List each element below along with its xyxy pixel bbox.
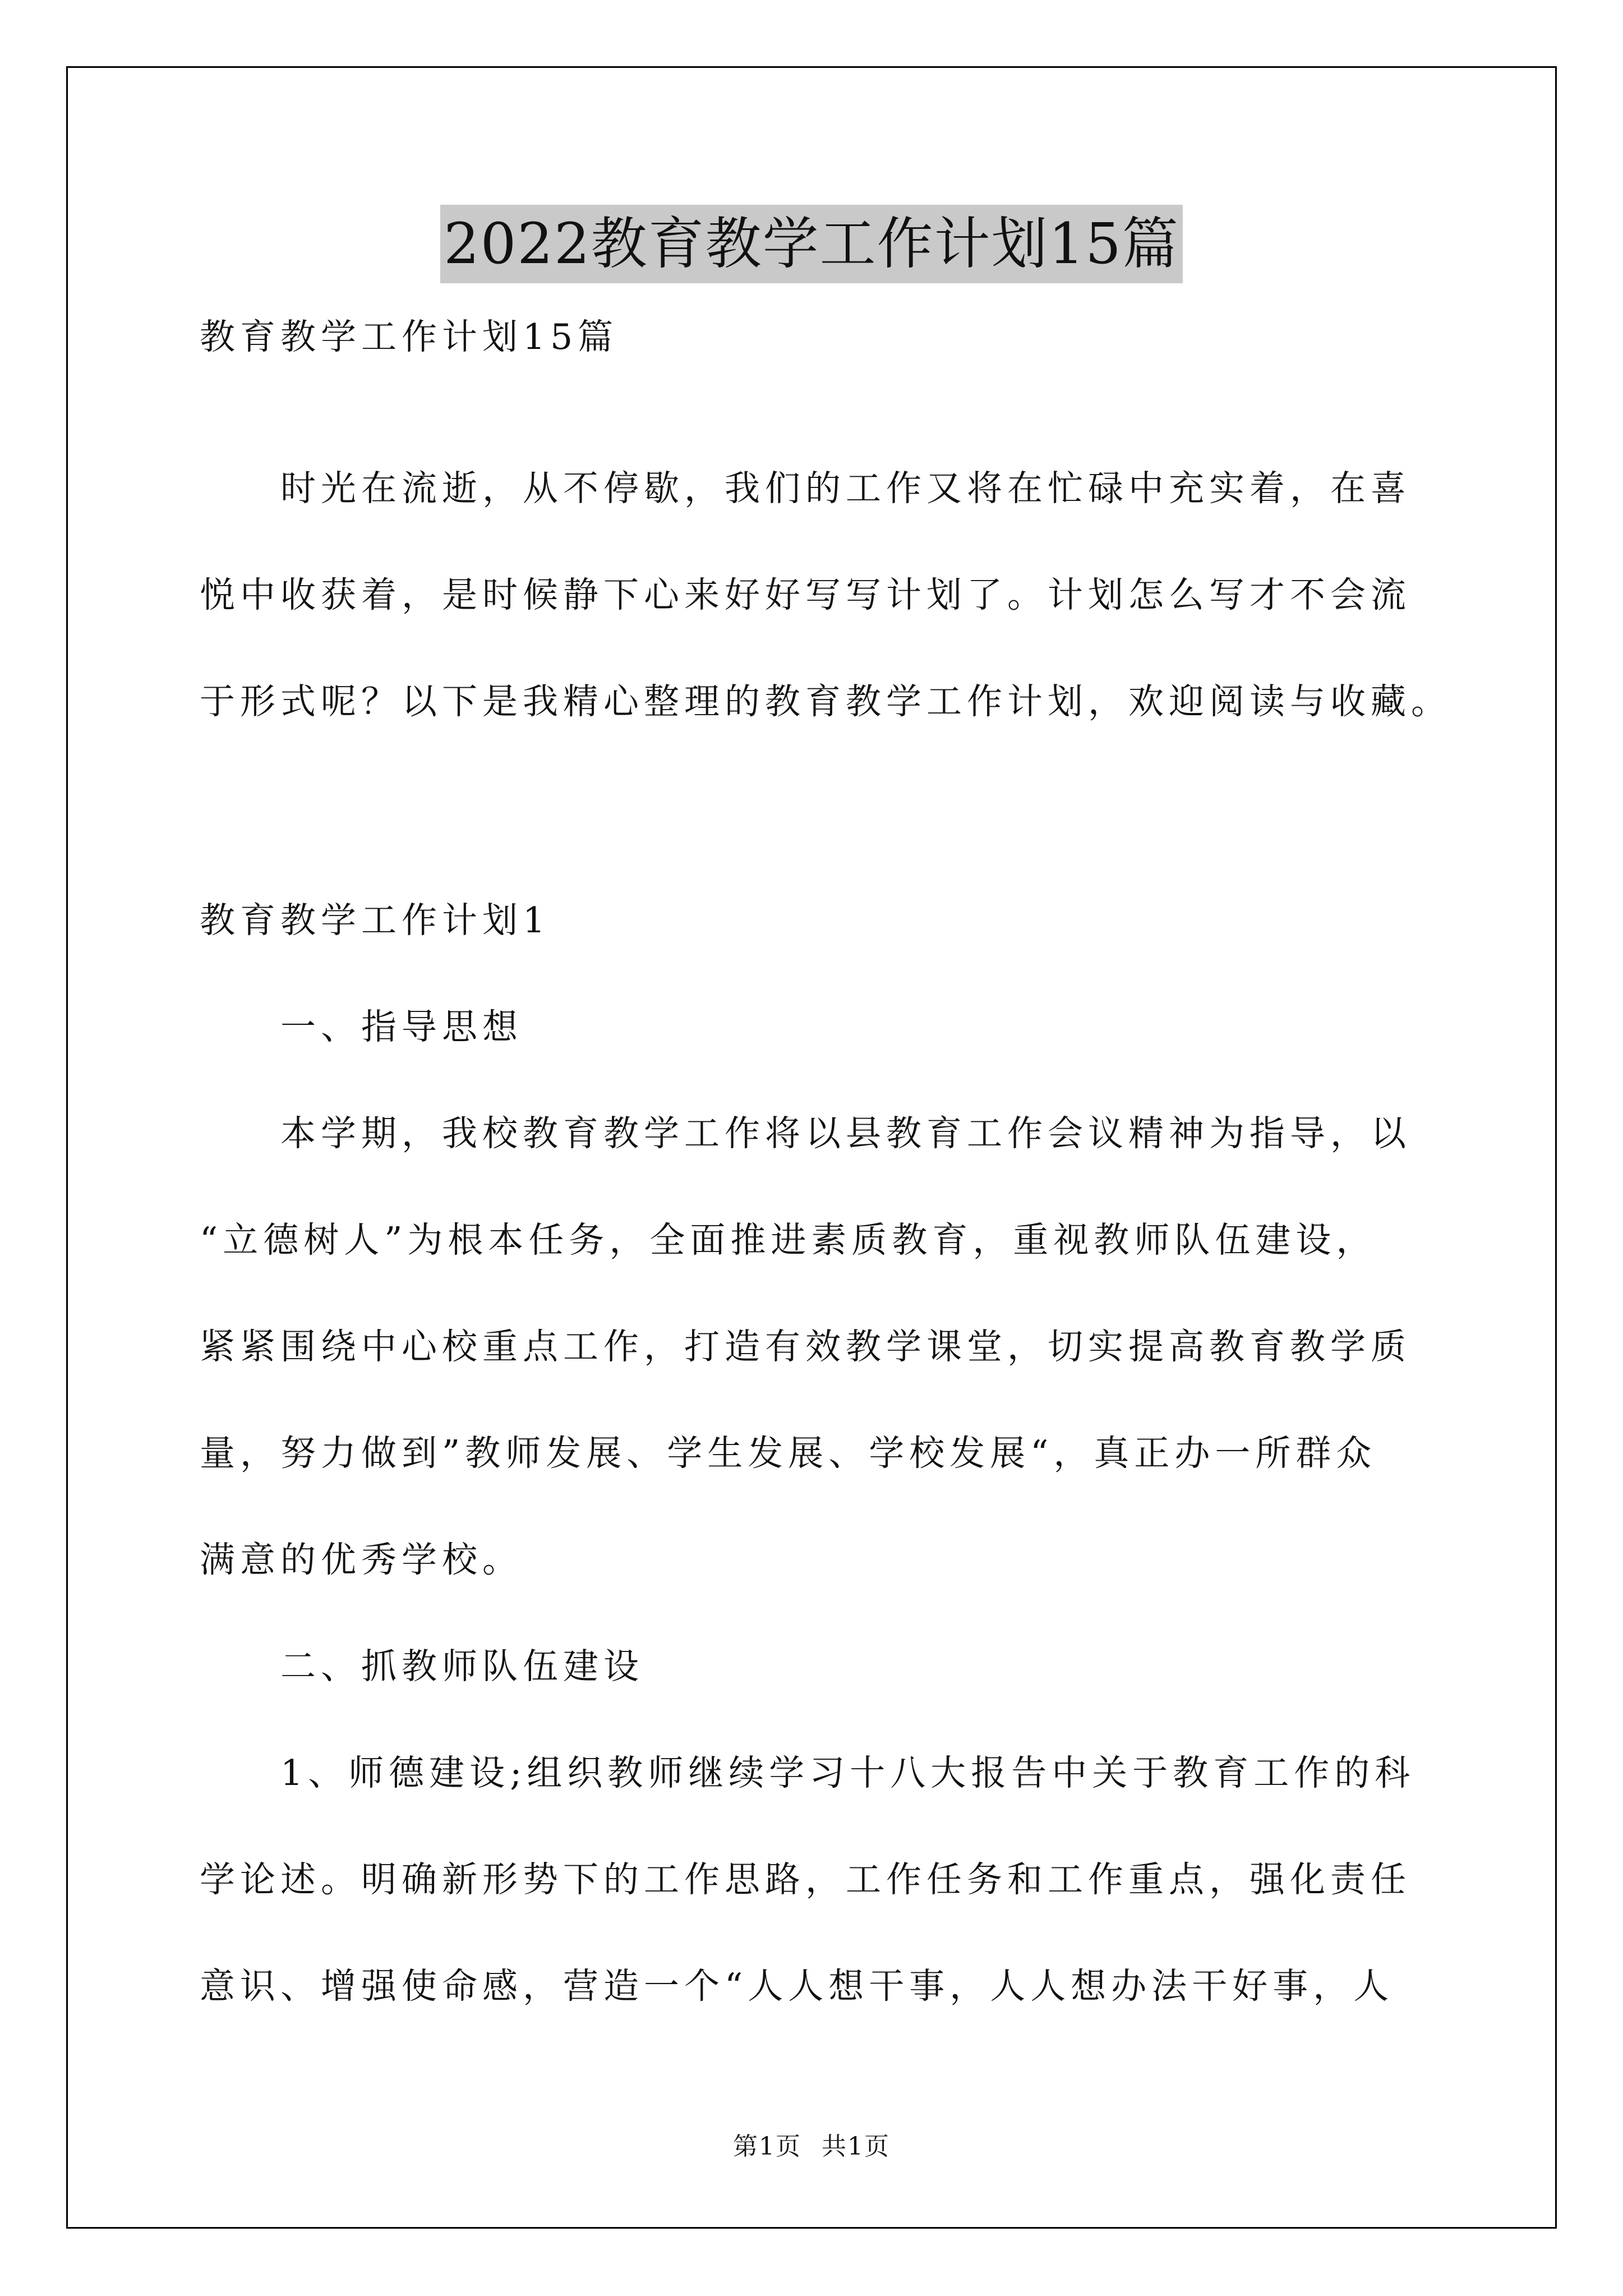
body-line: 时光在流逝，从不停歇，我们的工作又将在忙碌中充实着，在喜 [200,468,1411,509]
body-line: 本学期，我校教育教学工作将以县教育工作会议精神为指导，以 [200,1113,1411,1154]
section-heading: 教育教学工作计划1 [200,900,551,941]
subheading: 二、抓教师队伍建设 [200,1646,644,1687]
document-title: 2022教育教学工作计划15篇 [440,205,1183,283]
body-line: “立德树人”为根本任务，全面推进素质教育，重视教师队伍建设， [200,1220,1377,1260]
body-line: 悦中收获着，是时候静下心来好好写写计划了。计划怎么写才不会流 [200,574,1411,615]
body-line: 量，努力做到”教师发展、学生发展、学校发展“，真正办一所群众 [200,1433,1377,1474]
body-line: 意识、增强使命感，营造一个“人人想干事，人人想办法干好事，人 [200,1966,1394,2007]
page-footer [0,2126,1623,2162]
page-total: 共1页 [822,2132,890,2161]
body-line: 紧紧围绕中心校重点工作，打造有效教学课堂，切实提高教育教学质 [200,1326,1411,1367]
body-line: 学论述。明确新形势下的工作思路，工作任务和工作重点，强化责任 [200,1859,1411,1900]
body-line: 满意的优秀学校。 [200,1539,523,1580]
body-line: 教育教学工作计划15篇 [200,316,619,357]
subheading: 一、指导思想 [200,1006,523,1047]
title-container [0,205,1623,283]
body-line: 1、师德建设;组织教师继续学习十八大报告中关于教育工作的科 [200,1752,1415,1793]
page-number: 第1页 [733,2132,801,2161]
body-line: 于形式呢？以下是我精心整理的教育教学工作计划，欢迎阅读与收藏。 [200,681,1451,722]
